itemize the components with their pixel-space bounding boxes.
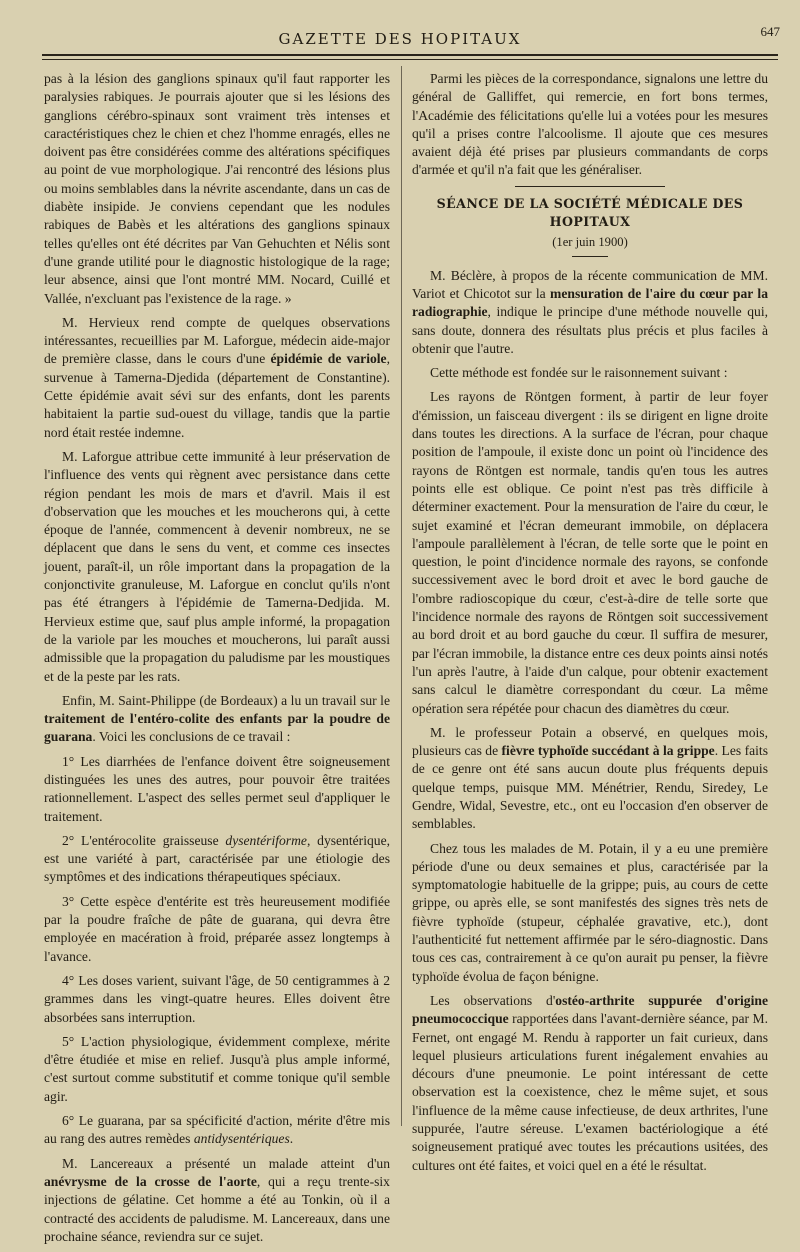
section-rule xyxy=(515,186,665,187)
text-run: M. Lancereaux a présenté un malade atteint d'un xyxy=(62,1155,390,1171)
paragraph: Parmi les pièces de la correspondance, signalons une lettre du général de Galliffet, qui remercie, en fort bons termes, l'Académie des félicitations qu'elle lui a votées pour les mesures qu'il a prises contre l'alcoolisme. Il ajoute que ces mesures avaient déjà été prises par plusieurs commandants de corps d'armée et qu'il n'a fait que les généraliser. xyxy=(412,71,768,178)
paragraph xyxy=(44,1155,390,1246)
bold-topic: ostéo-arthrite suppurée d'origine pneumococcique xyxy=(412,992,768,1027)
text-run: . Les faits de ce genre ont été sans aucun doute plus fréquents depuis quelque temps, puisque MM. Ménétrier, Rendu, Siredey, Le Gendre, Widal, Sevestre, etc., ont eu l'occasion d'en observer de semblables. xyxy=(412,743,768,832)
text-run: M. Hervieux rend compte de quelques observations intéressantes, recueillies par M. Laforgue, médecin aide-major de première classe, dans le cours d'une xyxy=(44,314,390,367)
conclusion-item xyxy=(44,832,390,887)
paragraph: M. Laforgue attribue cette immunité à leur préservation de l'influence des vents qui règnent avec persistance dans cette région pendant les mois de mars et d'avril. Mais il est d'observation que les mouches et les moucherons qui, à cette époque de l'année, commencent à devenir nombreux, ne se déplacent que dans le sens du vent, et comme ces insectes jouent, paraît-il, un rôle important dans la propagation de la conjonctivite granuleuse, M. Laforgue en conclut qu'ils n'ont pas été étrangers à l'épidémie de Tamerna-Dedjida. M. Hervieux estime que, sauf plus ample informé, la propagation de la variole par les mouches et moucherons, lui paraît aussi admissible que la propagation du paludisme par les moustiques et de la peste par les rats. xyxy=(44,448,390,684)
text-run: 2° L'entérocolite graisseuse xyxy=(62,832,226,848)
paragraph: Les rayons de Röntgen forment, à partir de leur foyer d'émission, un faisceau divergent : ils se dirigent en ligne droite dans toutes les directions. A la surface de l'écran, pour chaque position de l'ampoule, il existe donc un point où l'incidence des rayons de Röntgen est normale, tandis qu'en tous les autres points elle est oblique. Ce point n'est pas très difficile à déterminer exactement. Pour la mensuration de l'aire du cœur, le sujet examiné et l'écran demeurant immobile, on déplacera l'ampoule parallèlement à l'écran, de telle sorte que le point en question, le point d'incidence normale des rayons, se confonde successivement avec le bord droit et avec le bord gauche de l'ombre radioscopique du cœur, c'est-à-dire de telle sorte que l'incidence normale des rayons de Röntgen soit successivement au bord droit et au bord gauche du cœur. Il suffira de mesurer, par l'écran immobile, la distance entre ces deux points ainsi notés l'un après l'autre, à l'aide d'un calque, pour obtenir exactement sans calcul le diamètre correspondant du cœur. La même opération sera répétée pour chacun des diamètres du cœur. xyxy=(412,389,768,716)
bold-topic: traitement de l'entéro-colite des enfants par la poudre de guarana xyxy=(44,711,390,745)
text-run: , qui a reçu trente-six injections de gélatine. Cet homme a été au Tonkin, où il a contracté des accidents de paludisme. M. Lancereaux, dans une prochaine séance, reviendra sur ce sujet. xyxy=(44,1173,390,1244)
paragraph: Cette méthode est fondée sur le raisonnement suivant : xyxy=(430,365,728,381)
bold-topic: anévrysme de la crosse de l'aorte xyxy=(44,1173,257,1189)
bold-topic: fièvre typhoïde succédant à la grippe xyxy=(501,743,715,759)
conclusion-item xyxy=(44,1112,390,1149)
paragraph xyxy=(44,314,390,442)
section-short-rule xyxy=(572,256,608,257)
paragraph xyxy=(412,724,768,834)
header-rule-thick xyxy=(42,54,778,56)
bold-topic: mensuration de l'aire du cœur par la radiographie xyxy=(412,285,768,320)
text-run: . Voici les conclusions de ce travail : xyxy=(92,729,291,745)
conclusion-item: 5° L'action physiologique, évidemment complexe, mérite d'être étudiée et mise en relief. Jusqu'à plus ample informé, c'est surtout comme substitutif et comme tonique qu'il semble agir. xyxy=(44,1033,390,1104)
italic-term: dysentériforme xyxy=(225,832,307,848)
page-number: 647 xyxy=(760,24,780,39)
paragraph: pas à la lésion des ganglions spinaux qu'il faut rapporter les paralysies rabiques. Je pourrais ajouter que si les lésions des ganglions cérébro-spinaux sont vraiment très intenses et caractéristiques chez le chien et chez l'homme enragés, elles ne doivent pas être considérées comme des altérations spécifiques au point de vue morphologique. J'ai rencontré des lésions plus ou moins semblables dans la névrite ascendante, dans un cas de diabète insipide. Je conviens cependant que les nodules rabiques de Babès et les altérations des ganglions spinaux telles qu'elles ont été décrites par Van Gehuchten et Nélis sont d'une grande utilité pour le diagnostic histologique de la rage; leur absence, ainsi que l'ont montré MM. Nocard, Cuillé et Vallée, n'excluant pas l'existence de la rage. » xyxy=(44,71,390,306)
italic-term: antidysentériques xyxy=(193,1131,290,1147)
text-run: M. le professeur Potain a observé, en quelques mois, plusieurs cas de xyxy=(412,724,768,759)
column-divider xyxy=(401,66,402,1126)
section-date: (1er juin 1900) xyxy=(552,235,628,250)
paragraph xyxy=(412,267,768,358)
conclusion-item: 1° Les diarrhées de l'enfance doivent être soigneusement distinguées les unes des autres, pour pouvoir être traitées rationnellement. L'aspect des selles permet seul d'appliquer le traitement. xyxy=(44,753,390,824)
text-run: . xyxy=(289,1131,294,1147)
header-rule-thin xyxy=(42,59,778,60)
text-run: 6° Le guarana, par sa spécificité d'action, mérite d'être mis au rang des autres remèdes xyxy=(44,1113,390,1147)
text-run: M. Béclère, à propos de la récente communication de MM. Variot et Chicotot sur la xyxy=(412,267,768,301)
text-run: Les observations d' xyxy=(430,992,556,1008)
paragraph xyxy=(44,692,390,747)
text-run: , dysentérique, est une variété à part, caractérisée par une étiologie des symptômes et des indications thérapeutiques spéciaux. xyxy=(44,832,390,885)
right-column xyxy=(412,70,768,1181)
left-column xyxy=(44,70,390,1252)
bold-topic: épidémie de variole xyxy=(270,351,387,367)
text-run: rapportées dans l'avant-dernière séance, par M. Fernet, ont engagé M. Rendu à rapporter un fait curieux, dans lequel plusieurs articulations furent inégalement envahies au décours d'une pneumonie. Le point intéressant de cette observation est la coexistence, chez le même sujet, et sous l'influence de la même cause infectieuse, de deux arthrites, l'une suppurée, l'autre séreuse. L'examen bactériologique a été soigneusement pratiqué avec toutes les précautions usitées, des cultures ont été faites, et voici quel en a été le résultat. xyxy=(412,1011,768,1173)
conclusion-item: 3° Cette espèce d'entérite est très heureusement modifiée par la poudre fraîche de pâte de guarana, qui devra être employée en macération à froid, préparée assez longtemps à l'avance. xyxy=(44,893,390,964)
section-title: SÉANCE DE LA SOCIÉTÉ MÉDICALE DES HOPITAUX xyxy=(436,195,744,230)
paragraph: Chez tous les malades de M. Potain, il y a eu une première période d'une ou deux semaines et plus, caractérisée par la symptomatologie habituelle de la grippe; puis, au cours de cette grippe, ou après elle, se sont manifestés des signes très nets de fièvre typhoïde (stupeur, céphalée gravative, etc.), dont l'authenticité fut nettement affirmée par le séro-diagnostic. Dans tous ces cas, contrairement à ce qu'on aurait pu penser, la fièvre typhoïde évolua de façon bénigne. xyxy=(412,840,768,984)
conclusion-item: 4° Les doses varient, suivant l'âge, de 50 centigrammes à 2 grammes dans les vingt-quatre heures. Elles doivent être absorbées sans interruption. xyxy=(44,972,390,1025)
text-run: , survenue à Tamerna-Djedida (département de Constantine). Cette épidémie avait sévi sur des enfants, dont les parents habitaient la partie sud-ouest du village, tandis que la partie nord était restée indemne. xyxy=(44,351,390,440)
text-run: Enfin, M. Saint-Philippe (de Bordeaux) a lu un travail sur le xyxy=(62,692,390,708)
paragraph xyxy=(412,992,768,1175)
text-run: , indique le principe d'une méthode nouvelle qui, sans doute, donnera des résultats plus précis et plus faciles à obtenir que l'autre. xyxy=(412,304,768,356)
running-header-title: GAZETTE DES HOPITAUX xyxy=(278,30,522,48)
